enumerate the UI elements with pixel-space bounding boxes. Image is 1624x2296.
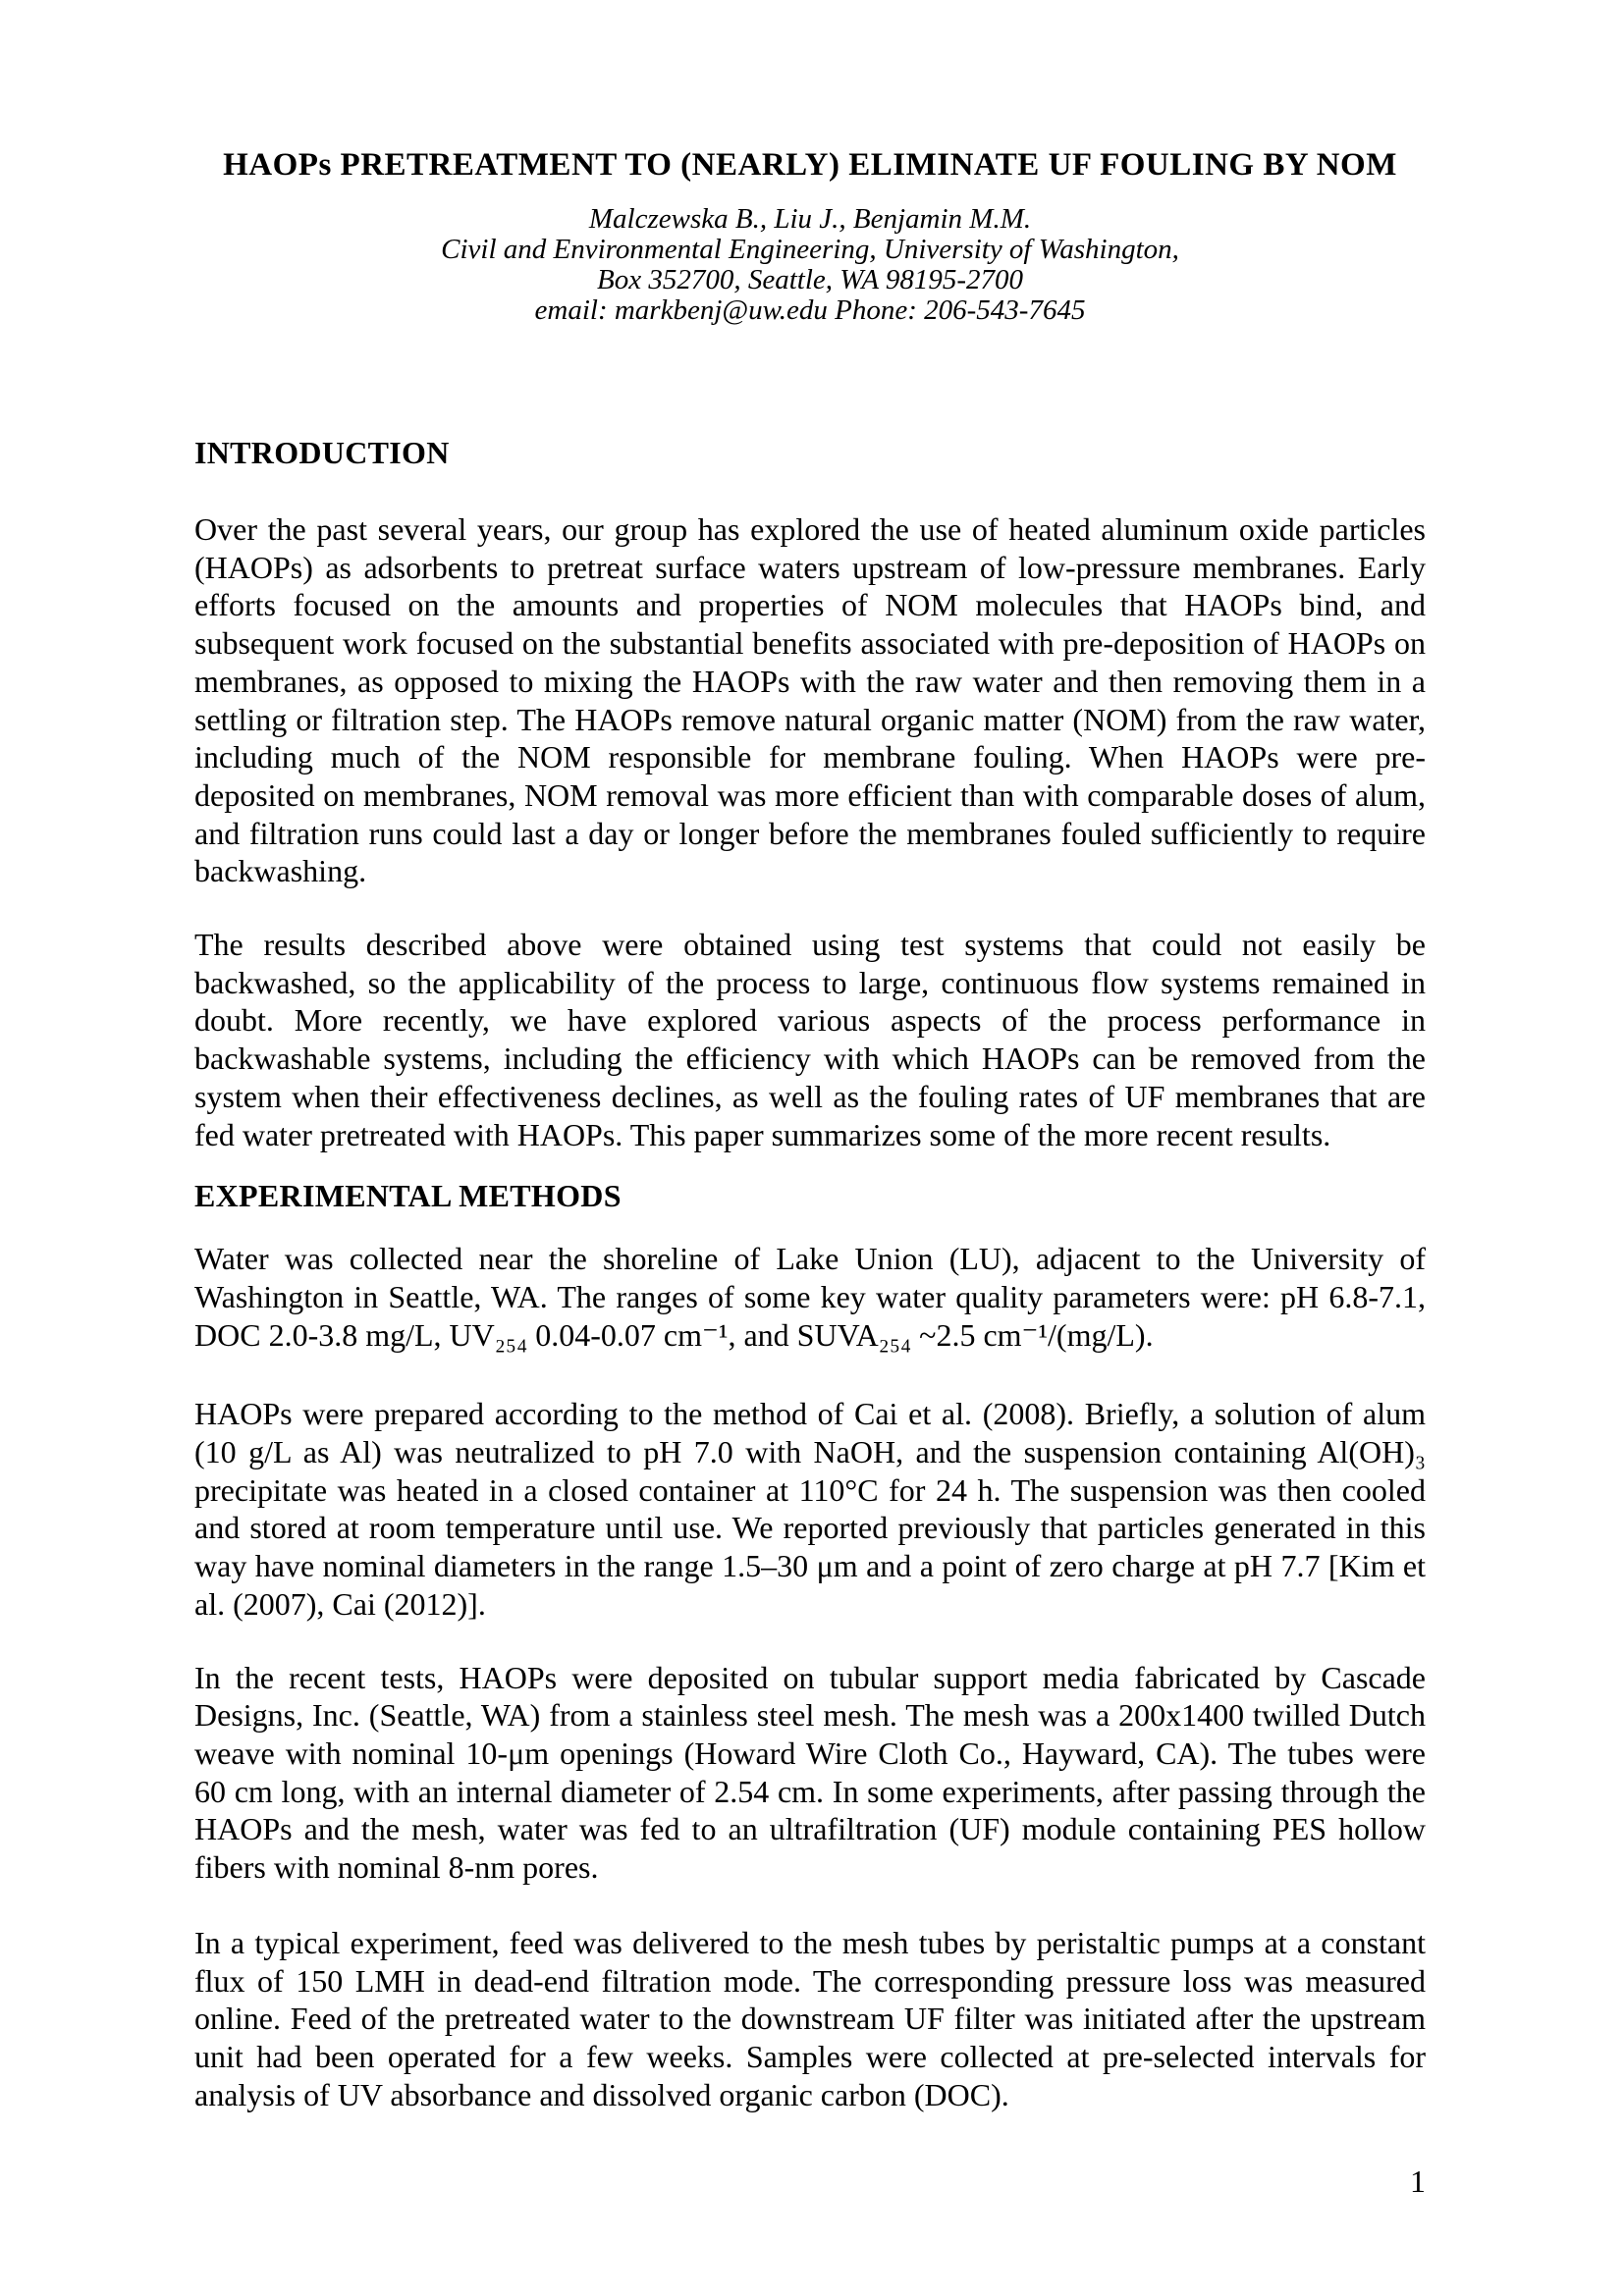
contact-line: email: markbenj@uw.edu Phone: 206-543-7645: [534, 294, 1086, 326]
affiliation-line: Civil and Environmental Engineering, University of Washington,: [441, 234, 1179, 265]
authors-block: [194, 204, 1426, 326]
address-line: Box 352700, Seattle, WA 98195-2700: [597, 264, 1023, 295]
intro-paragraph-1: Over the past several years, our group has explored the use of heated aluminum oxide particles (HAOPs) as adsorbents to pretreat surface waters upstream of low-pressure membranes. Early efforts focused on the amounts and properties of NOM molecules that HAOPs bind, and subsequent work focused on the substantial benefits associated with pre-deposition of HAOPs on membranes, as opposed to mixing the HAOPs with the raw water and then removing them in a settling or filtration step. The HAOPs remove natural organic matter (NOM) from the raw water, including much of the NOM responsible for membrane fouling. When HAOPs were pre-deposited on membranes, NOM removal was more efficient than with comparable doses of alum, and filtration runs could last a day or longer before the membranes fouled sufficiently to require backwashing.: [194, 511, 1426, 889]
methods-paragraph-4: In a typical experiment, feed was delivered to the mesh tubes by peristaltic pumps at a constant flux of 150 LMH in dead-end filtration mode. The corresponding pressure loss was measured online. Feed of the pretreated water to the downstream UF filter was initiated after the upstream unit had been operated for a few weeks. Samples were collected at pre-selected intervals for analysis of UV absorbance and dissolved organic carbon (DOC).: [194, 1924, 1426, 2112]
methods-paragraph-1: Water was collected near the shoreline of Lake Union (LU), adjacent to the University of Washington in Seattle, WA. The ranges of some key water quality parameters were: pH 6.8-7.1, DOC 2.0-3.8 mg/L, UV₂₅₄ 0.04-0.07 cm⁻¹, and SUVA₂₅₄ ~2.5 cm⁻¹/(mg/L).: [194, 1241, 1426, 1353]
methods-paragraph-2: HAOPs were prepared according to the method of Cai et al. (2008). Briefly, a solution of alum (10 g/L as Al) was neutralized to pH 7.0 with NaOH, and the suspension containing Al(OH)₃ precipitate was heated in a closed container at 110°C for 24 h. The suspension was then cooled and stored at room temperature until use. We reported previously that particles generated in this way have nominal diameters in the range 1.5–30 μm and a point of zero charge at pH 7.7 [Kim et al. (2007), Cai (2012)].: [194, 1396, 1426, 1622]
page-number: 1: [1410, 2163, 1426, 2199]
section-introduction: [194, 434, 1426, 1153]
title-block: [194, 145, 1426, 326]
section-experimental-methods: [194, 1177, 1426, 2113]
methods-paragraph-3: In the recent tests, HAOPs were deposited on tubular support media fabricated by Cascade Designs, Inc. (Seattle, WA) from a stainless steel mesh. The mesh was a 200x1400 twilled Dutch weave with nominal 10-μm openings (Howard Wire Cloth Co., Hayward, CA). The tubes were 60 cm long, with an internal diameter of 2.54 cm. In some experiments, after passing through the HAOPs and the mesh, water was fed to an ultrafiltration (UF) module containing PES hollow fibers with nominal 8-nm pores.: [194, 1659, 1426, 1886]
paper-title: HAOPs PRETREATMENT TO (NEARLY) ELIMINATE UF FOULING BY NOM: [223, 147, 1397, 183]
section-heading-introduction: INTRODUCTION: [194, 435, 450, 470]
authors-line: Malczewska B., Liu J., Benjamin M.M.: [588, 203, 1032, 235]
intro-paragraph-2: The results described above were obtained using test systems that could not easily be backwashed, so the applicability of the process to large, continuous flow systems remained in doubt. More recently, we have explored various aspects of the process performance in backwashable systems, including the efficiency with which HAOPs can be removed from the system when their effectiveness declines, as well as the fouling rates of UF membranes that are fed water pretreated with HAOPs. This paper summarizes some of the more recent results.: [194, 927, 1426, 1152]
section-heading-experimental-methods: EXPERIMENTAL METHODS: [194, 1178, 622, 1214]
